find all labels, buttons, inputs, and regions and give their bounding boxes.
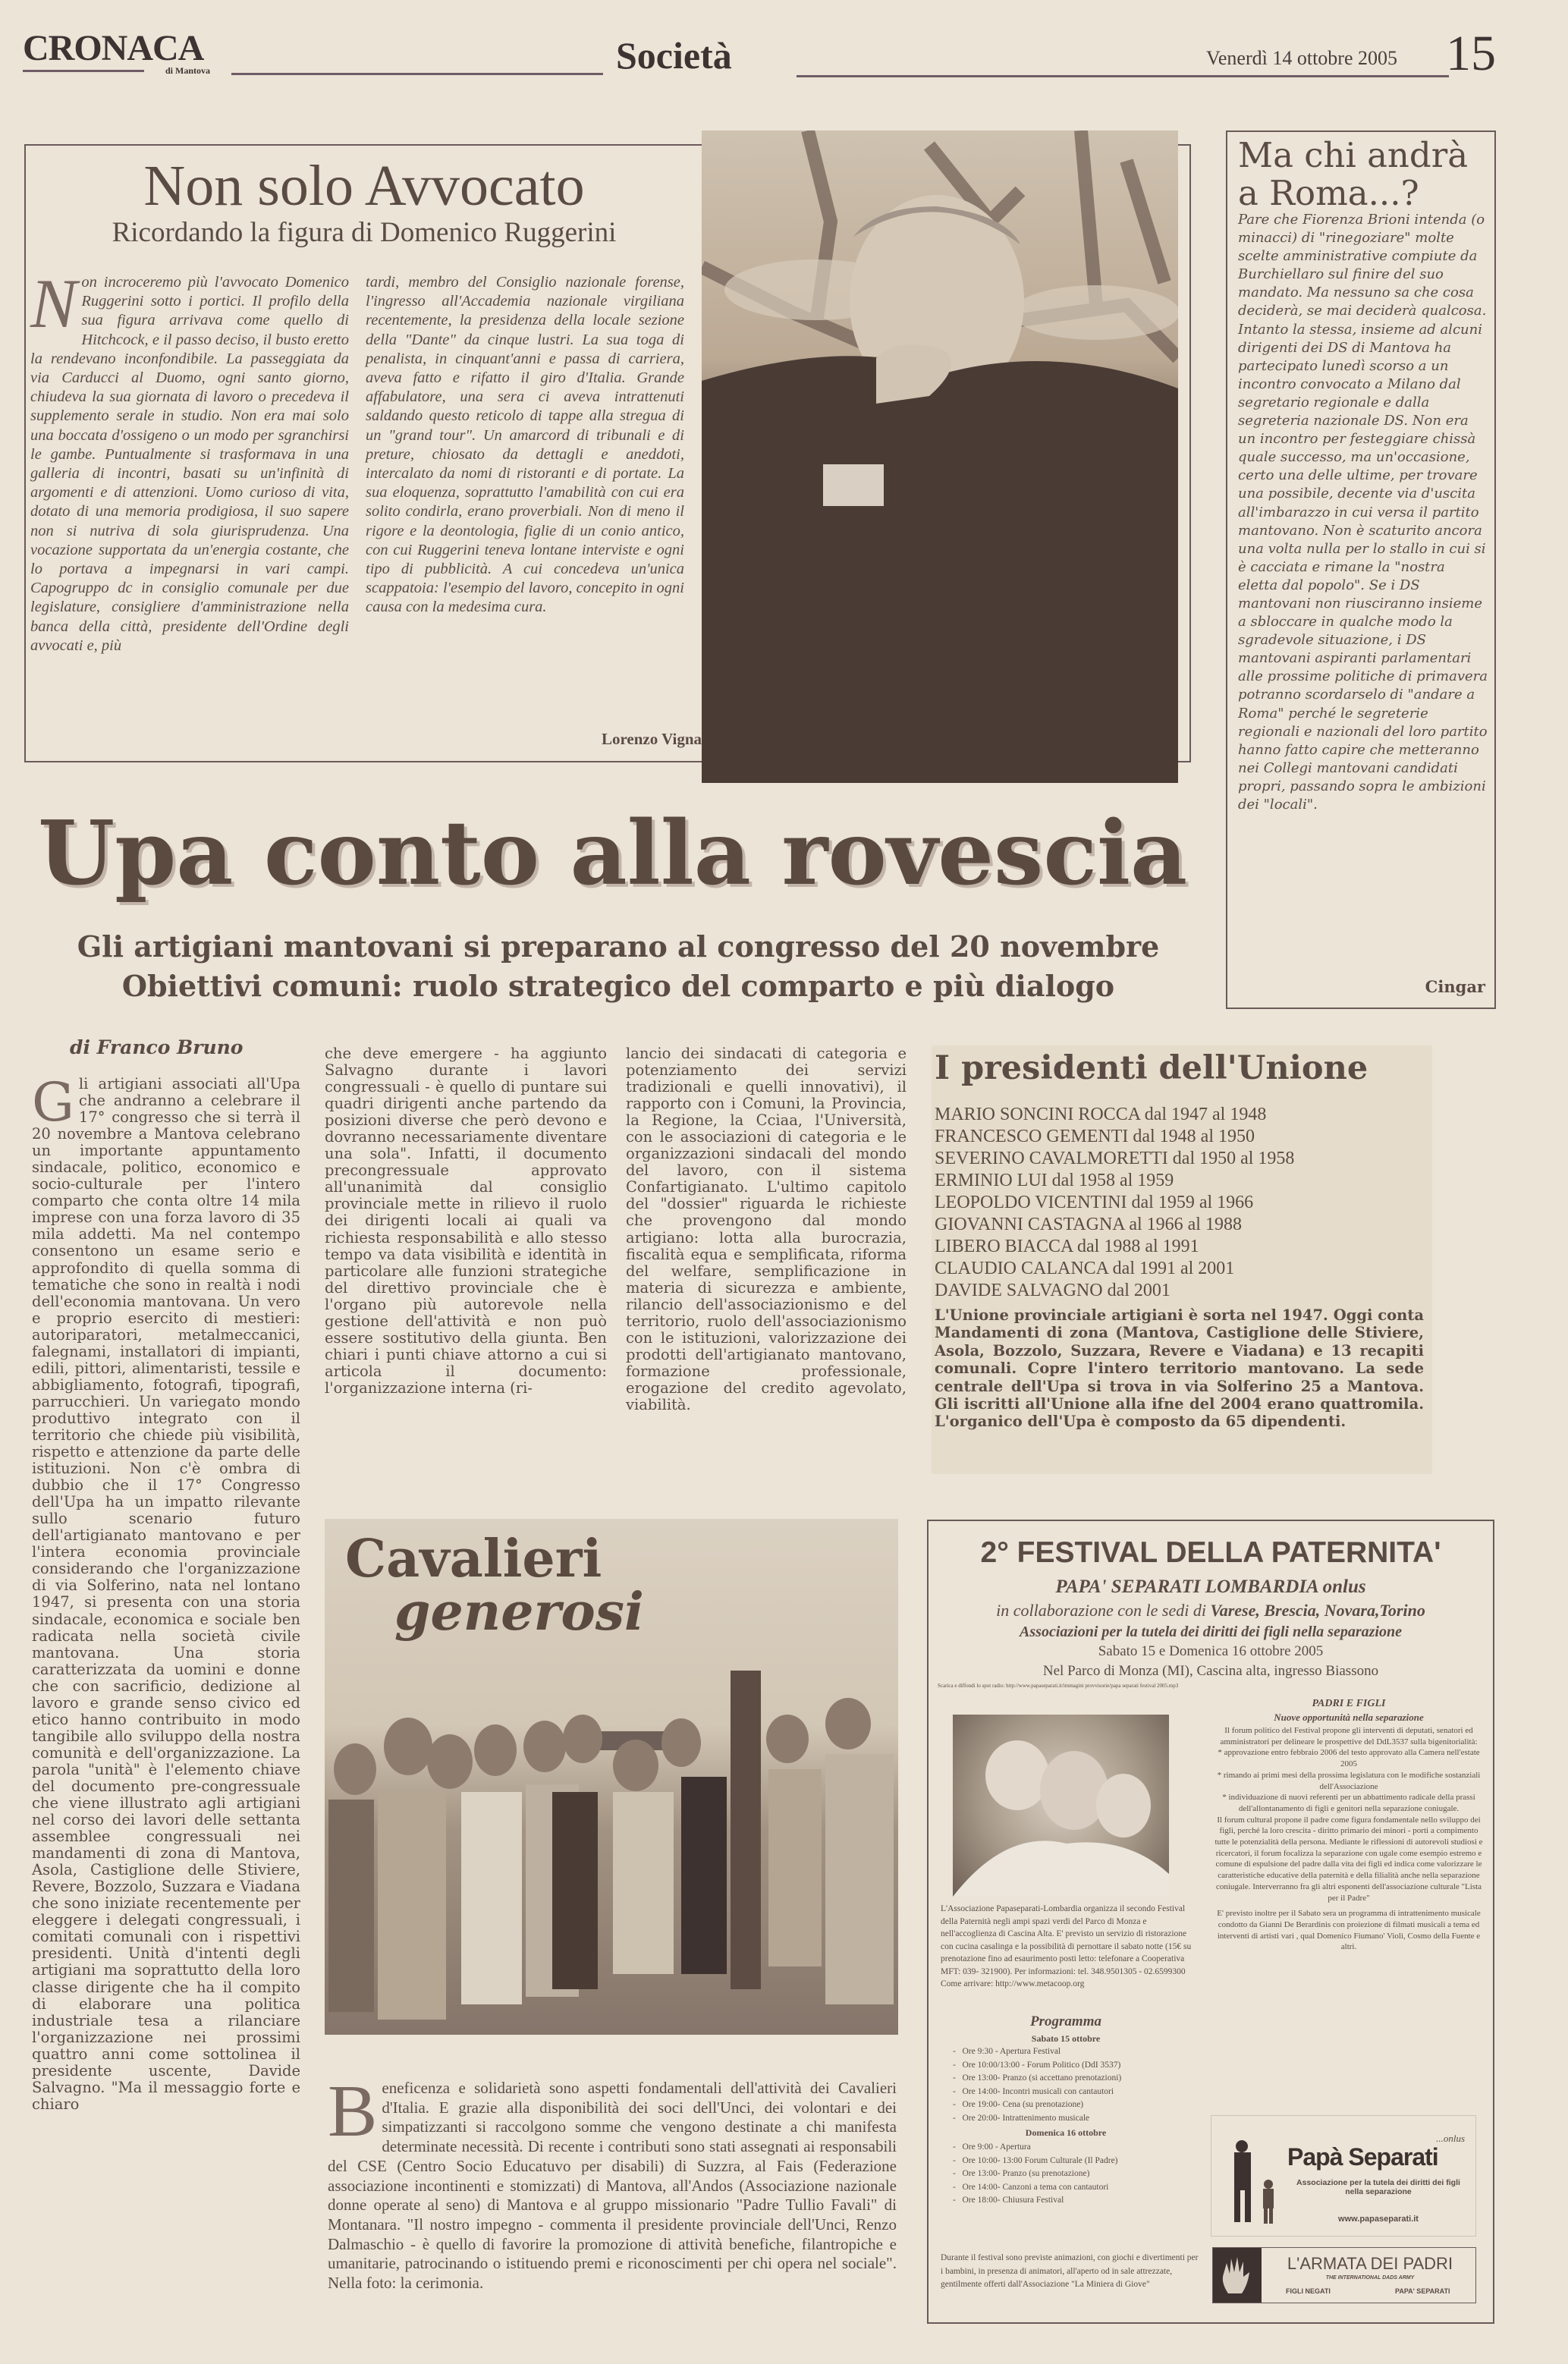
presidents-title: I presidenti dell'Unione <box>935 1049 1368 1087</box>
masthead-rule <box>797 75 1449 77</box>
upa-col-3: lancio dei sindacati di categoria e potenziamento dei servizi tradizionali e quelli innovativi), il rapporto con i Comuni, la Provincia, la Regione, la Cciaa, l'Università, con le associazioni di categoria e le organizzazioni sindacali del mondo del lavoro, con il sistema Confartigianato. L'ultimo capitolo del "dossier" riguarda le richieste che provengono dal mondo artigiano: lotta alla burocrazia, fiscalità equa e semplificata, riforma del welfare, semplificazione in materia di sicurezza e ambiente, rilancio dell'associazionismo e del territorio, ruolo dell'associazionismo con le istituzioni, valorizzazione dei prodotti dell'artigianato mantovano, formazione professionale, erogazione del credito agevolato, viabilità. <box>626 1045 907 1413</box>
president-item: FRANCESCO GEMENTI dal 1948 al 1950 <box>935 1127 1255 1146</box>
festival-footer: Durante il festival sono previste animazioni, con giochi e divertimenti per i bambini, in presenza di animatori, all'aperto od in sale attrezzate, gentilmente offerti dall'Associazione "La Miniera di Giove" <box>941 2253 1199 2289</box>
dropcap: G <box>32 1071 74 1133</box>
festival-venue: Nel Parco di Monza (MI), Cascina alta, ingresso Biassono <box>1042 1663 1379 1679</box>
president-item: MARIO SONCINI ROCCA dal 1947 al 1948 <box>935 1105 1267 1124</box>
newspaper-logo: CRONACA <box>23 28 204 68</box>
president-item: DAVIDE SALVAGNO dal 2001 <box>935 1281 1171 1300</box>
president-item: GIOVANNI CASTAGNA al 1966 al 1988 <box>935 1215 1242 1234</box>
program-item: - Ore 13:00- Pranzo (si accettano prenotazioni) <box>953 2073 1122 2083</box>
program-item: - Ore 20:00- Intrattenimento musicale <box>953 2113 1090 2123</box>
program-day-1-list <box>953 2045 1203 2126</box>
upa-headline: Upa conto alla rovescia <box>38 802 1188 905</box>
program-item: - Ore 14:00- Incontri musicali con cantautori <box>953 2086 1114 2096</box>
program-item: - Ore 9:00 - Apertura <box>953 2142 1031 2152</box>
president-item: SEVERINO CAVALMORETTI dal 1950 al 1958 <box>935 1149 1295 1168</box>
padri-figli-body: Il forum politico del Festival propone gli interventi di deputati, senatori ed amministratori per delineare le prospettive del DdL3537 sulla bigenitorialità: * approvazione entro febbraio 2006 del testo approvato alla Camera nell'estate 2005 * rimando ai primi mesi della prossima legislatura con le modifiche sostanziali dell'Associazione * individuazione di nuovi referenti per un abbattimento radicale della prassi dell'allontanamento di figli e genitori nella separazione coniugale. Il forum cultural propone il padre come figura fondamentale nello sviluppo dei figli, perché la loro crescita - diritto primario dei minori - porti a compimento tutte le potenzialità della persona. Mediante le riflessioni di autorevoli studiosi e ricercatori, il forum focalizza la separazione con ugale come esempio estremo e comune di espulsione del padre dalla vita dei figli ed indica come valorizzare le caratteristiche educative della paternità e della filialità anche nella separazione coniugale. Interverranno fra gli altri esponenti dell'associazione culturale "Lista per il Padre" E' previsto inoltre per il Sabato sera un programma di intrattenimento musicale condotto da Gianni De Berardinis con proiezione di filmati musicali a tema ed interventi di artisti vari , qual Domenico Fiumano' Violi, Cosmo della Fuente e altri. <box>1212 1725 1485 1953</box>
bullet-item: * rimando ai primi mesi della prossima legislatura con le modifiche sostanziali dell'Associazione <box>1217 1770 1481 1791</box>
padri-figli-subtitle: Nuove opportunità nella separazione <box>1274 1712 1424 1723</box>
president-item: CLAUDIO CALANCA dal 1991 al 2001 <box>935 1259 1235 1278</box>
avvocato-col-2: tardi, membro del Consiglio nazionale forense, l'ingresso all'Accademia nazionale virgiliana recentemente, la presidenza della locale sezione della "Dante" da cinque lustri. La sua toga di penalista, in cinquant'anni e passa di carriera, aveva fatto e rifatto il giro d'Italia. Grande affabulatore, una sera ci aveva intrattenuti saldando questo reticolo di tappe alla stregua di un "grand tour". Un amarcord di tribunali e di preture, chiosato da dettagli e aneddoti, intercalato da nomi di ristoranti e di portate. La sua eloquenza, soprattutto l'amabilità con cui era solito condirla, erano proverbiali. Non di meno il rigore e la deontologia, figlie di un conio antico, con cui Ruggerini teneva lontane interviste e ogni tipo di pubblicità. A cui concedeva un'unica scappatoia: l'esempio del lavoro, concepito in ogni causa con la medesima cura. <box>366 274 684 616</box>
issue-date: Venerdì 14 ottobre 2005 <box>1206 47 1398 69</box>
program-day-2-list <box>953 2141 1203 2208</box>
festival-spot-link[interactable]: Scarica e diffondi lo spot radio: http://www.papaseparati.it/immagini provvisorie/papa separati festival 2005.mp3 <box>938 1683 1179 1689</box>
program-item: - Ore 9:30 - Apertura Festival <box>953 2047 1061 2056</box>
roma-body: Pare che Fiorenza Brioni intenda (o minacci) di "rinegoziare" molte scelte amministrative compiute da Burchiellaro sul finire del suo mandato. Ma nessuno sa che cosa deciderà, se mai deciderà qualcosa. Intanto la stessa, insieme ad alcuni dirigenti dei DS di Mantova ha partecipato lunedì scorso a un incontro convocato a Milano dal segretario regionale e dalla segreteria nazionale DS. Non era un incontro per festeggiare chissà quale successo, ma un'occasione, certo una delle ultime, per trovare una possibile, decente via d'uscita all'imbarazzo in cui versa il partito mantovano. Non è scaturito ancora una volta nulla per lo stallo in cui si è cacciata e rimane la "nostra eletta dal popolo". Se i DS mantovani non riusciranno insieme a sbloccare in qualche modo la sgradevole situazione, i DS mantovani aspiranti parlamentari alle prossime politiche di primavera potranno scordarselo di "andare a Roma" perché le segreterie regionali e nazionali del loro partito hanno fatto capire che metteranno nei Collegi mantovani candidati propri, passando sopra le ambizioni dei "locali". <box>1238 212 1488 813</box>
avvocato-author: Lorenzo Vigna <box>601 730 702 748</box>
armata-dei-padri-logo[interactable]: L'ARMATA DEI PADRI THE INTERNATIONAL DADS ARMY FIGLI NEGATI PAPA' SEPARATI <box>1212 2247 1476 2303</box>
program-day-1: Sabato 15 ottobre <box>1031 2033 1101 2044</box>
portrait-photo <box>702 130 1178 783</box>
president-item: LEOPOLDO VICENTINI dal 1959 al 1966 <box>935 1193 1254 1212</box>
roma-author: Cingar <box>1425 977 1485 996</box>
program-item: - Ore 13:00- Pranzo (su prenotazione) <box>953 2169 1090 2179</box>
masthead-rule <box>231 73 603 75</box>
bullet-item: * approvazione entro febbraio 2006 del testo approvato alla Camera nell'estate 2005 <box>1218 1748 1480 1769</box>
padri-figli-title: PADRI E FIGLI <box>1312 1698 1386 1709</box>
upa-col-1: Gli artigiani associati all'Upa che andranno a celebrare il 17° congresso che si terrà il 20 novembre a Mantova celebrano un importante appuntamento sindacale, politico, economico e socio-culturale per l'intero comparto che conta oltre 14 mila imprese con una forza lavoro di 35 mila addetti. Ma nel contempo consentono un esame serio e approfondito di quella somma di tematiche che sono in realtà i nodi dell'economia mantovana. Un vero e proprio esercito di mestieri: autoriparatori, metalmeccanici, falegnami, installatori di impianti, edili, pittori, alimentaristi, tessile e abbigliamento, fotografi, tipografi, parrucchieri. Un variegato mondo produttivo integrato con il territorio che chiede più visibilità, rispetto e attenzione da parte delle istituzioni. Non c'è ombra di dubbio che il 17° Congresso dell'Upa ha un impatto rilevante sullo scenario futuro dell'artigianato mantovano e per l'intera economia provinciale considerando che l'organizzazione di via Solferino, nata nel lontano 1947, si presenta con una storia sindacale, economica e sociale ben radicata nella società civile mantovana. Una storia caratterizzata da uomini e donne che con sacrificio, dedizione al lavoro e grande senso civico ed etico hanno contribuito in modo tangibile allo sviluppo della nostra comunità e dell'organizzazione. La parola "unità" è l'elemento chiave del documento pre-congressuale che viene illustrato agli artigiani nel corso dei lavori delle settanta assemblee congressuali nei mandamenti di zona di Mantova, Asola, Castiglione delle Stiviere, Revere, Bozzolo, Suzzara e Viadana che sono iniziate recentemente per eleggere i delegati congressuali, i comitati comunali con i rispettivi presidenti. Unità d'intenti degli artigiani ma soprattutto della loro classe dirigente che ha il compito di elaborare una politica industriale tesa a rilanciare l'organizzazione nei prossimi quattro anni come sottolinea il presidente uscente, Davide Salvagno. "Ma il messaggio forte e chiaro <box>32 1071 300 2113</box>
masthead-rule <box>23 70 144 72</box>
upa-deck-2: Obiettivi comuni: ruolo strategico del comparto e più dialogo <box>121 969 1115 1003</box>
festival-family-photo <box>953 1715 1169 1897</box>
program-item: - Ore 10:00/13:00 - Forum Politico (DdI 3537) <box>953 2060 1121 2070</box>
program-item: - Ore 18:00- Chiusura Festival <box>953 2196 1064 2205</box>
hand-icon <box>1213 2248 1262 2303</box>
program-item: - Ore 14:00- Canzoni a tema con cantautori <box>953 2182 1109 2192</box>
cavalieri-headline-1: Cavalieri <box>345 1529 602 1589</box>
dropcap: N <box>30 265 77 342</box>
program-title: Programma <box>1030 2013 1101 2029</box>
presidents-note: L'Unione provinciale artigiani è sorta nel 1947. Oggi conta Mandamenti di zona (Mantova, Castiglione delle Stiviere, Asola, Bozzolo, Suzzara, Revere e Viadana) e 13 recapiti comunali. Copre l'intero territorio mantovano. La sede centrale dell'Upa si trova in via Solferino 25 a Mantova. Gli iscritti all'Unione alla ifne del 2004 erano quattromila. L'organico dell'Upa è composto da 65 dipendenti. <box>935 1306 1424 1431</box>
festival-left-body: L'Associazione Papaseparati-Lombardia organizza il secondo Festival della Paternità negli ampi spazi verdi del Parco di Monza e nell'accoglienza di Cascina Alta. E' previsto un servizio di ristorazione con cucina casalinga e la possibilità di pernottare il sabato notte (15€ su prenotazione fino ad esaurimento posti letto: telefonare a Cooperativa MFT: 039- 321900). Per informazioni: tel. 348.9501305 - 02.6599300 Come arrivare: http://www.metacoop.org <box>941 1904 1192 1988</box>
bullet-item: * individuazione di nuovi referenti per un abbattimento radicale della prassi dell'allontanamento di figli e genitori nella separazione coniugale. <box>1222 1793 1475 1813</box>
program-day-2: Domenica 16 ottobre <box>1025 2127 1107 2138</box>
avvocato-subtitle: Ricordando la figura di Domenico Ruggerini <box>112 217 617 248</box>
festival-org: PAPA' SEPARATI LOMBARDIA onlus <box>1055 1577 1366 1597</box>
upa-col-2: che deve emergere - ha aggiunto Salvagno durante i lavori congressuali - è quello di puntare sui quadri dirigenti anche partendo da posizioni diverse che però devono e dovranno necessariamente diventare una sola". Infatti, il documento precongressuale approvato all'unanimità dal consiglio provinciale mette in rilievo il ruolo dei dirigenti locali ai quali va richiesta responsabilità e allo stesso tempo va data visibilità e identità in particolare alle funzioni strategiche del direttivo provinciale che è l'organo più autorevole nella gestione dell'attività e non può essere sostitutivo della giunta. Ben chiari i punti chiave attorno a cui si articola il documento: l'organizzazione interna (ri- <box>325 1045 607 1397</box>
avvocato-col-1: Non incroceremo più l'avvocato Domenico Ruggerini sotto i portici. Il profilo della sua figura arrivava come quello di Hitchcock, e il passo deciso, il busto eretto la rendevano inconfondibile. La passeggiata da via Carducci al Duomo, ogni santo giorno, chiudeva la sua giornata di lavoro o precedeva il supplemento serale in studio. Non era mai solo una boccata d'ossigeno o un modo per sgranchirsi le gambe. Puntualmente si trasformava in una galleria di incontri, basati su un'infinità di argomenti e di attenzioni. Uomo curioso di vita, dotato di una memoria prodigiosa, il suo sapere non si nutriva di sola giurisprudenza. Una vocazione supportata da un'energia costante, che lo portava a impegnarsi in vari campi. Capogruppo dc in consiglio comunale per due legislature, consigliere d'amministrazione nella banca della città, presidente dell'Ordine degli avvocati e, più <box>30 265 349 654</box>
avvocato-title: Non solo Avvocato <box>143 154 585 218</box>
program-item: - Ore 19:00- Cena (su prenotazione) <box>953 2100 1084 2110</box>
section-title: Società <box>616 34 732 77</box>
cavalieri-body: Beneficenza e solidarietà sono aspetti fondamentali dell'attività dei Cavalieri d'Italia. E grazie alla disponibilità dei soci dell'Unci, dei volontari e dei simpatizzanti si raccolgono somme che vengono destinate a chi manifesta determinate necessità. Di recente i contributi sono stati assegnati ai responsabili del CSE (Centro Socio Educatuvo per disabili) di Suzzra, al Fais (Federazione associazione incontinenti e stomizzati) di Mantova, all'Andos (Associazione nazionale donne operate al seno) di Mantova e al gruppo missionario "Padre Tullio Favali" di Montanara. "Il nostro impegno - commenta il presidente provinciale dell'Unci, Renzo Dalmaschio - è quello di favorire la promozione di attività benefiche, filantropiche e umanitarie, patrocinando o istituendo premi e riconoscimenti per chi opera nel sociale". Nella foto: la cerimonia. <box>328 2070 897 2293</box>
festival-title: 2° FESTIVAL DELLA PATERNITA' <box>980 1536 1441 1569</box>
papa-separati-logo[interactable]: ...onlus Papà Separati Associazione per la tutela dei diritti dei figli nella separazione www.papaseparati.it <box>1211 2115 1476 2237</box>
presidents-list <box>935 1104 1428 1302</box>
upa-deck-1: Gli artigiani mantovani si preparano al congresso del 20 novembre <box>77 929 1160 964</box>
festival-dates: Sabato 15 e Domenica 16 ottobre 2005 <box>1098 1643 1324 1659</box>
cavalieri-headline-2: generosi <box>394 1582 644 1643</box>
festival-assoc: Associazioni per la tutela dei diritti dei figli nella separazione <box>1020 1624 1402 1640</box>
father-child-icon <box>1225 2139 1282 2226</box>
president-item: ERMINIO LUI dal 1958 al 1959 <box>935 1171 1174 1190</box>
upa-byline: di Franco Bruno <box>70 1036 244 1058</box>
page-number: 15 <box>1446 26 1496 81</box>
newspaper-logo-sub: di Mantova <box>165 65 211 76</box>
program-item: - Ore 10:00- 13:00 Forum Culturale (Il Padre) <box>953 2155 1118 2165</box>
dropcap: B <box>328 2070 378 2152</box>
president-item: LIBERO BIACCA dal 1988 al 1991 <box>935 1237 1199 1256</box>
festival-collab: in collaborazione con le sedi di Varese, Brescia, Novara,Torino <box>996 1601 1425 1620</box>
roma-title: Ma chi andrà a Roma...? <box>1238 135 1469 213</box>
